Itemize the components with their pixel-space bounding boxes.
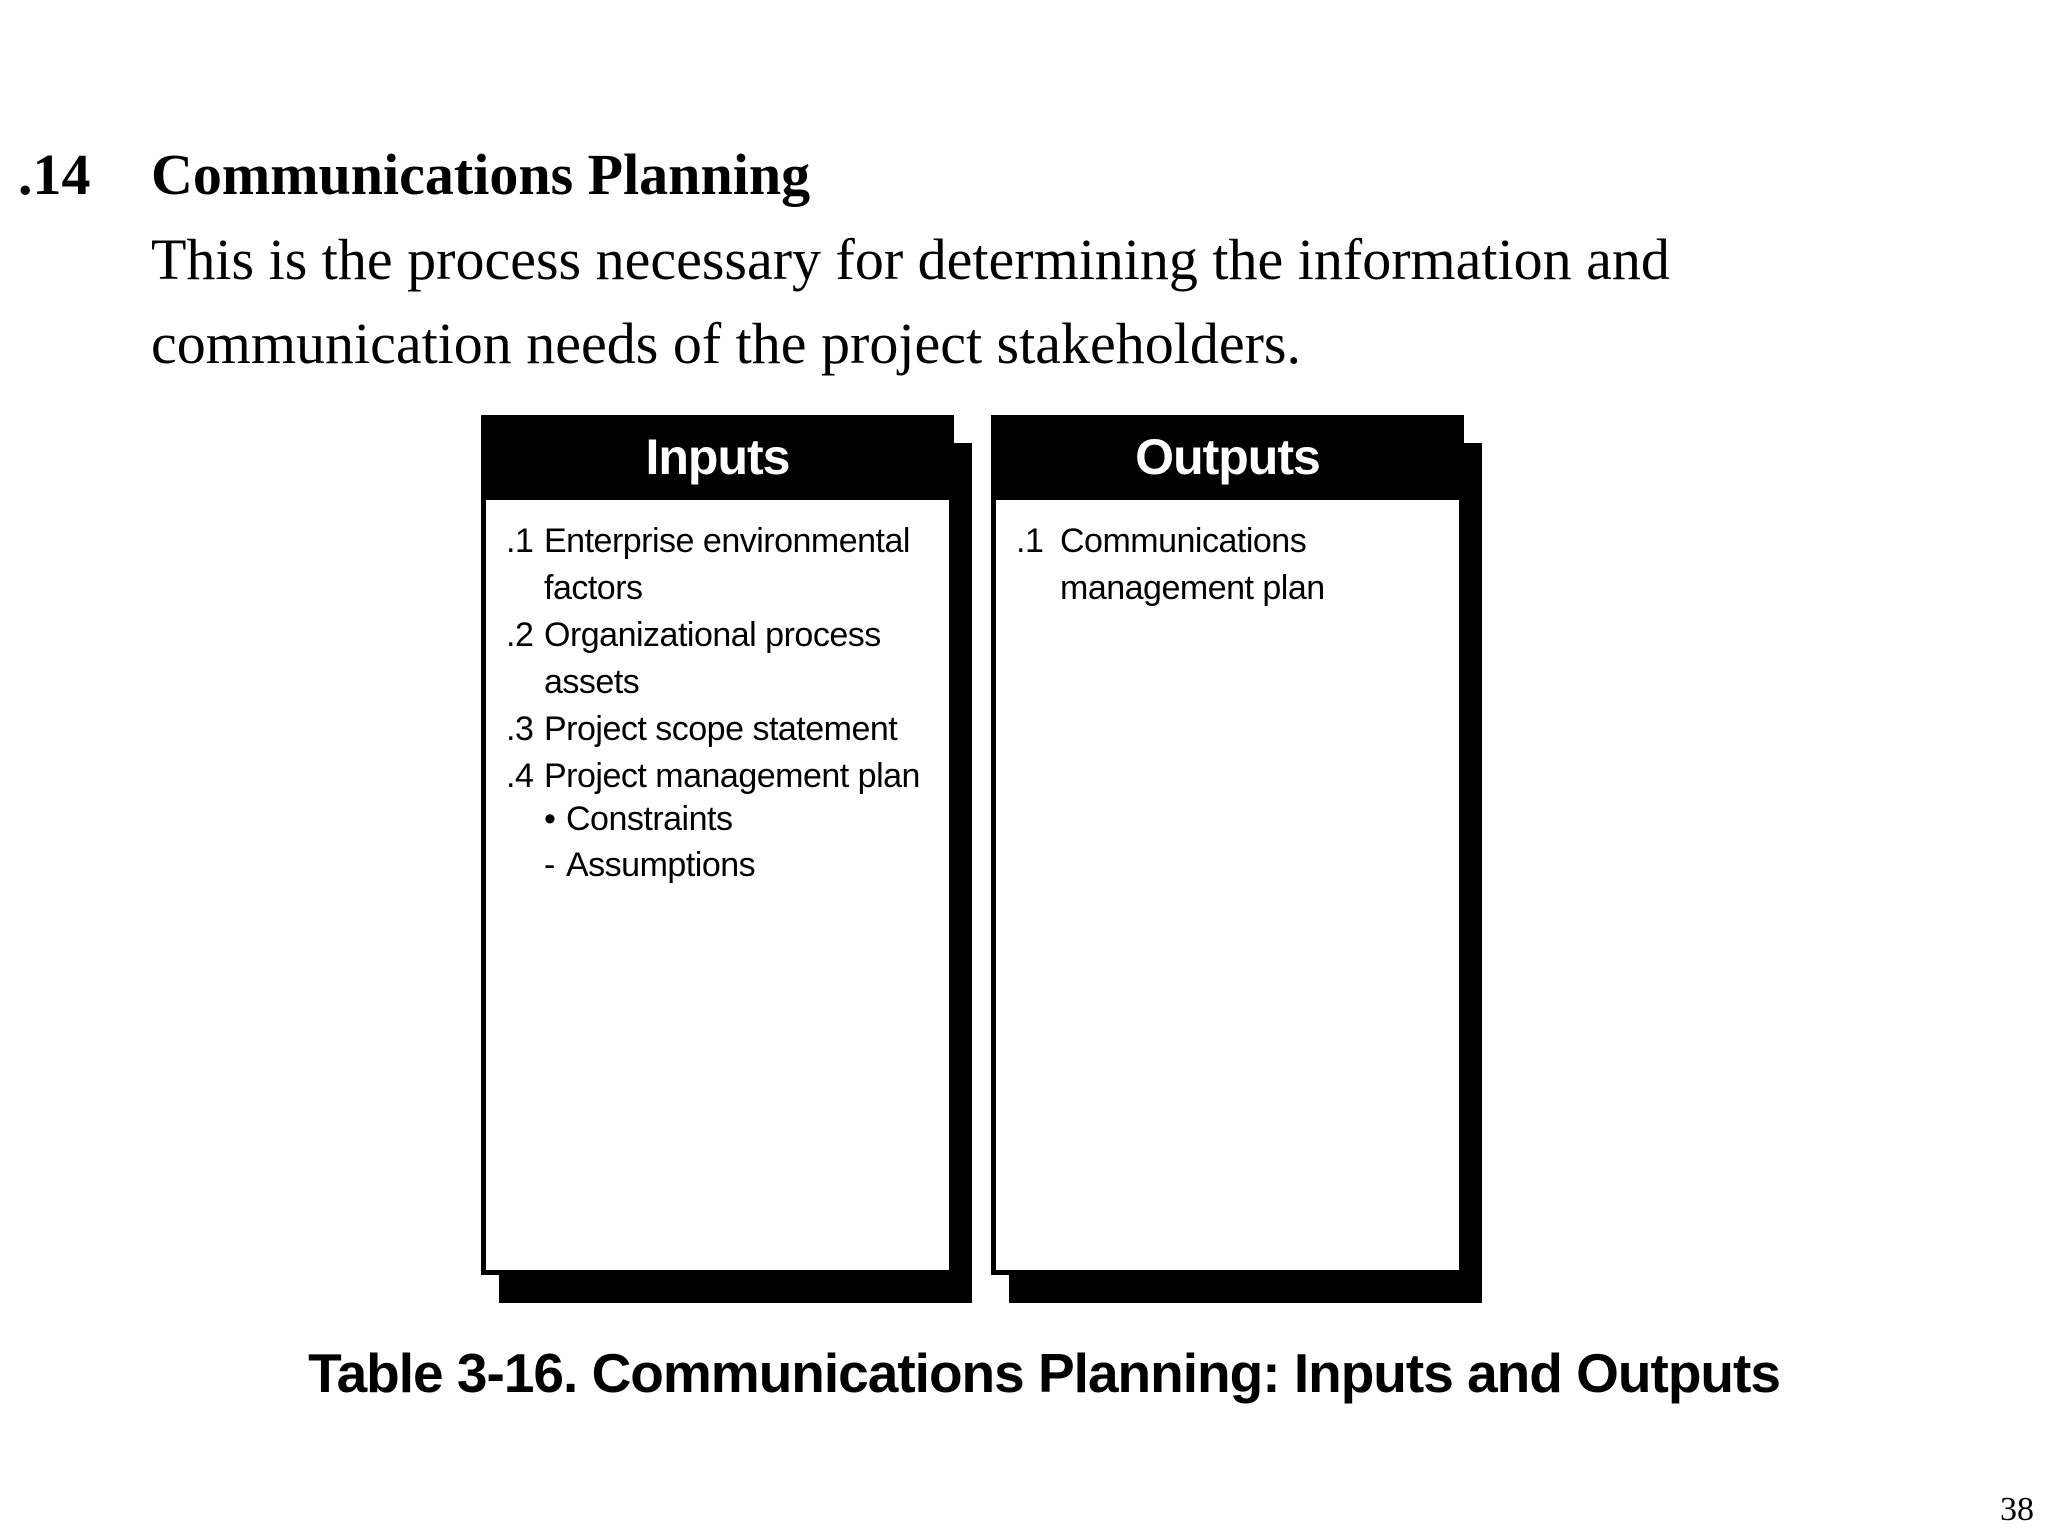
- inputs-header: Inputs: [486, 415, 949, 500]
- inputs-list-item: [506, 706, 949, 753]
- item-text: Organizational process assets: [544, 616, 881, 701]
- dash-icon: -: [544, 846, 555, 884]
- inputs-list-item: [506, 612, 949, 706]
- item-text: Enterprise environmental factors: [544, 522, 910, 607]
- page-number: 38: [2000, 1491, 2034, 1528]
- section-description: This is the process necessary for determining the information and communication needs of the project stakeholders.: [151, 227, 1670, 376]
- item-number: .3: [506, 710, 534, 748]
- item-text: Project scope statement: [544, 710, 898, 748]
- outputs-box: [991, 415, 1464, 1275]
- table-caption: Table 3-16. Communications Planning: Inputs and Outputs: [308, 1342, 1780, 1404]
- section-title: Communications Planning: [151, 142, 811, 207]
- inputs-sublist: [544, 796, 949, 888]
- item-number: .1: [1016, 522, 1044, 560]
- item-number: .2: [506, 616, 534, 654]
- inputs-sublist-item: [544, 842, 949, 888]
- outputs-box-panel: [991, 415, 1464, 1275]
- section-number: .14: [18, 142, 91, 207]
- outputs-list-item: [1016, 518, 1459, 612]
- item-number: .1: [506, 522, 534, 560]
- item-number: .4: [506, 757, 534, 795]
- subitem-text: Constraints: [566, 800, 733, 838]
- inputs-list-item: [506, 518, 949, 612]
- outputs-list: [996, 500, 1459, 612]
- item-text: Communications management plan: [1060, 522, 1325, 607]
- inputs-outputs-table: [481, 415, 1478, 1303]
- inputs-list-item: [506, 753, 949, 888]
- subitem-text: Assumptions: [566, 846, 756, 884]
- outputs-header: Outputs: [996, 415, 1459, 500]
- inputs-box: [481, 415, 954, 1275]
- bullet-icon: •: [544, 800, 556, 838]
- item-text: Project management plan: [544, 757, 920, 795]
- inputs-list: [486, 500, 949, 888]
- inputs-box-panel: [481, 415, 954, 1275]
- section-heading: [18, 140, 810, 210]
- inputs-sublist-item: [544, 796, 949, 842]
- item-text-wrapper: [544, 753, 949, 888]
